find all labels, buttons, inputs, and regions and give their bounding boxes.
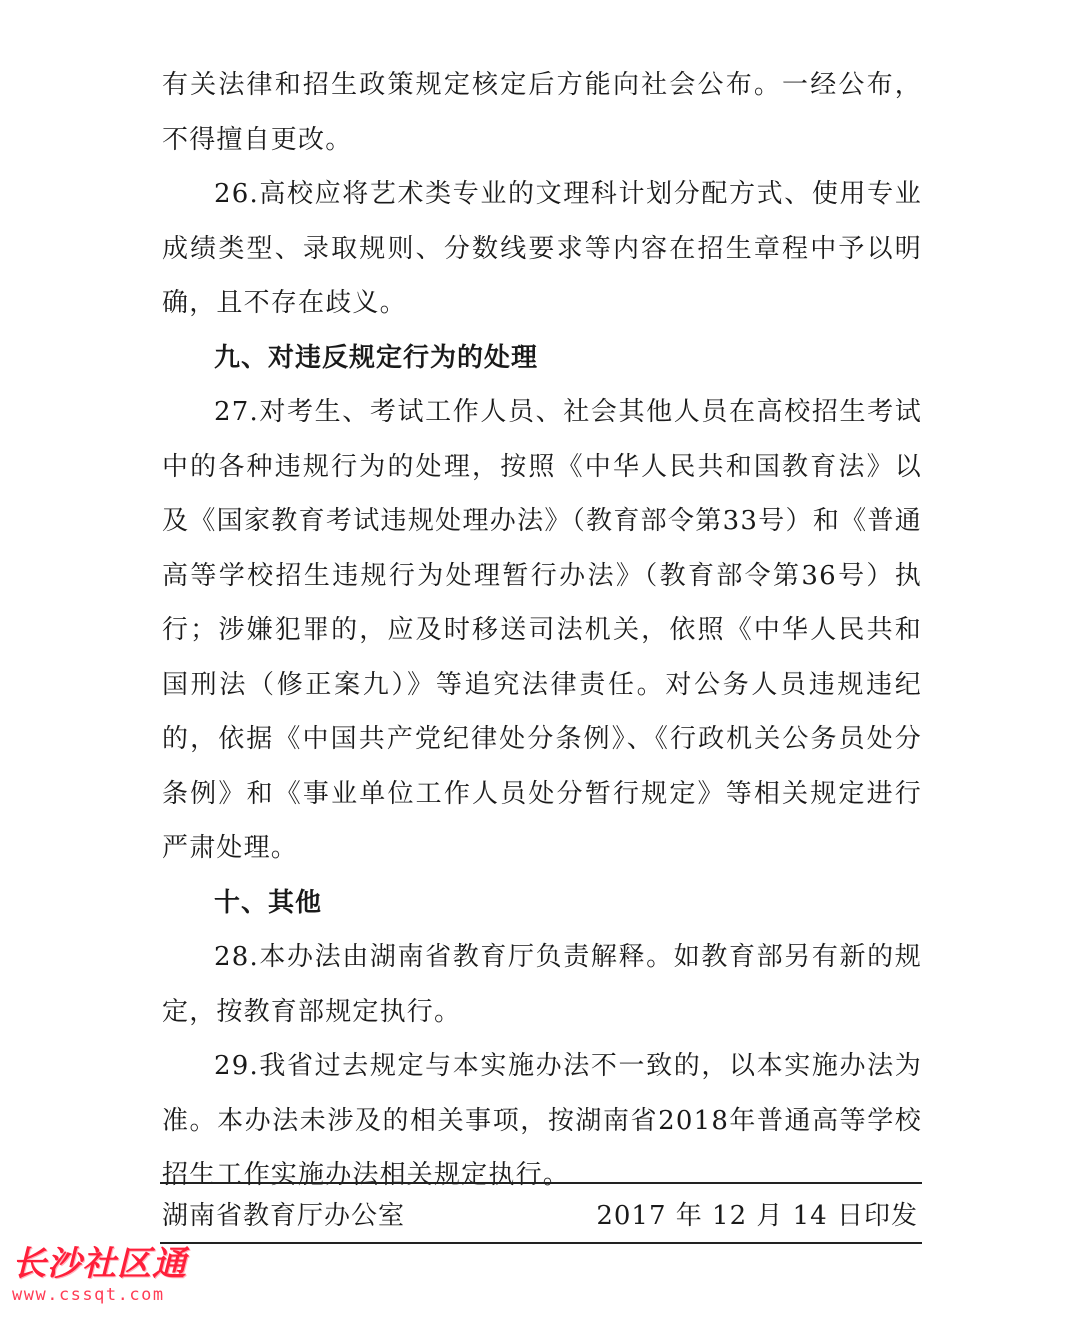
watermark-url: www.cssqt.com [12, 1285, 165, 1305]
issuance-footer [160, 1182, 922, 1244]
paragraph-1: 有关法律和招生政策规定核定后方能向社会公布。一经公布，不得擅自更改。 [162, 70, 922, 155]
section-heading-9: 九、对违反规定行为的处理 [214, 342, 539, 373]
watermark-logo [12, 1244, 222, 1306]
watermark-title: 长沙社区通 [12, 1244, 187, 1284]
paragraph-26: 26.高校应将艺术类专业的文理科计划分配方式、使用专业成绩类型、录取规则、分数线要求等内容在招生章程中予以明确，且不存在歧义。 [162, 179, 922, 318]
paragraph-29: 29.我省过去规定与本实施办法不一致的，以本实施办法为准。本办法未涉及的相关事项，按湖南省2018年普通高等学校招生工作实施办法相关规定执行。 [162, 1051, 922, 1190]
paragraph-27: 27.对考生、考试工作人员、社会其他人员在高校招生考试中的各种违规行为的处理，按照《中华人民共和国教育法》以及《国家教育考试违规处理办法》（教育部令第33号）和《普通高等学校招生违规行为处理暂行办法》（教育部令第36号）执行；涉嫌犯罪的，应及时移送司法机关，依照《中华人民共和国刑法（修正案九）》等追究法律责任。对公务人员违规违纪的，依据《中国共产党纪律处分条例》、《行政机关公务员处分条例》和《事业单位工作人员处分暂行规定》等相关规定进行严肃处理。 [162, 397, 922, 863]
document-body [162, 58, 922, 1203]
section-heading-10: 十、其他 [214, 887, 323, 918]
paragraph-28: 28.本办法由湖南省教育厅负责解释。如教育部另有新的规定，按教育部规定执行。 [162, 942, 922, 1027]
issue-date: 2017 年 12 月 14 日印发 [596, 1200, 918, 1231]
issuer-name: 湖南省教育厅办公室 [162, 1200, 406, 1231]
